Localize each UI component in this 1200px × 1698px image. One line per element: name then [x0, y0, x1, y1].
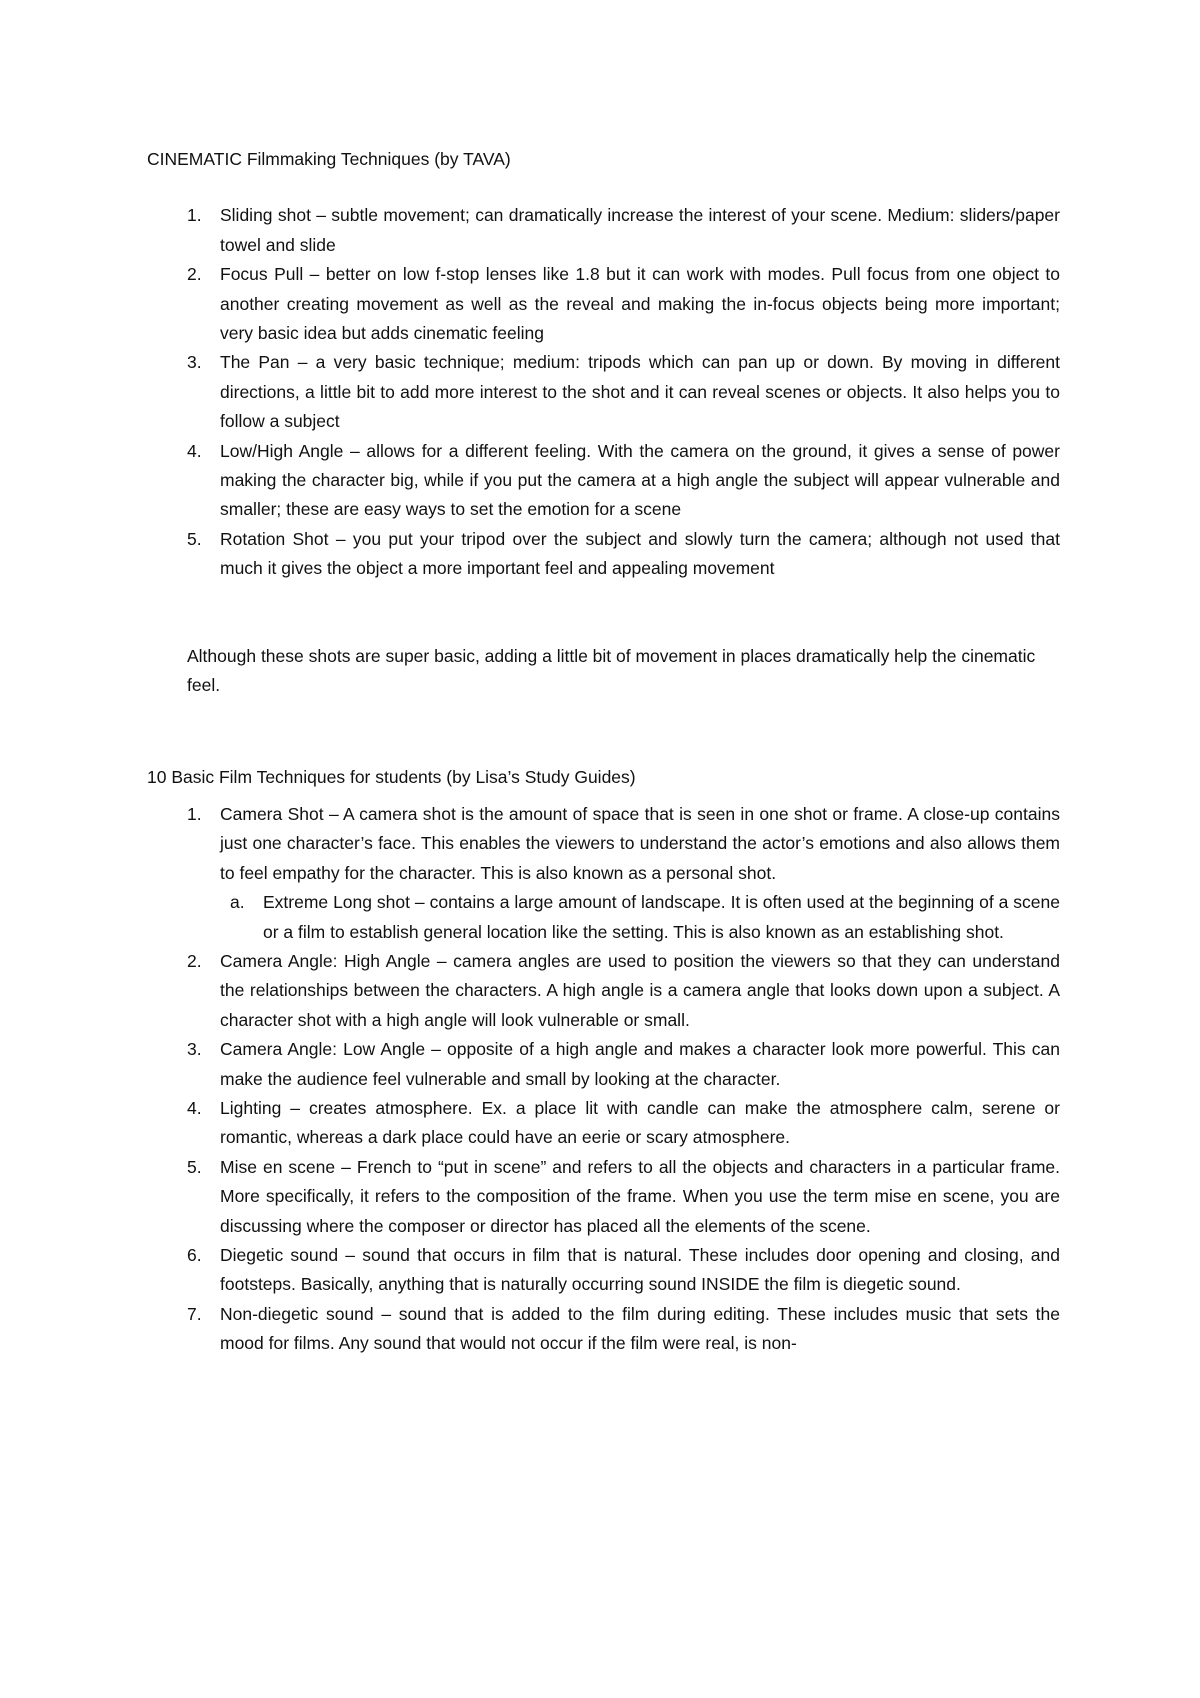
list-number: 5. [187, 528, 202, 549]
sub-list [220, 888, 1060, 947]
list-item [147, 1153, 1060, 1241]
list-item [147, 800, 1060, 947]
list-item [147, 947, 1060, 1035]
list-item [147, 1241, 1060, 1300]
document-body [147, 145, 1060, 1359]
section1-title: CINEMATIC Filmmaking Techniques (by TAVA) [147, 149, 511, 169]
list-item-text: Diegetic sound – sound that occurs in film that is natural. These includes door opening and closing, and footsteps. Basically, anything that is naturally occurring sound INSIDE the film is diegetic sound. [220, 1245, 1060, 1295]
sub-list-letter: a. [230, 892, 245, 913]
list-item-text: Lighting – creates atmosphere. Ex. a place lit with candle can make the atmosphere calm, serene or romantic, whereas a dark place could have an eerie or scary atmosphere. [220, 1097, 1060, 1148]
list-number: 5. [187, 1156, 202, 1177]
list-item-text: Camera Angle: High Angle – camera angles are used to position the viewers so that they can understand the relationships between the characters. A high angle is a camera angle that looks down upon a subject. A character shot with a high angle will look vulnerable or small. [220, 950, 1060, 1030]
list-item [147, 1035, 1060, 1094]
sub-list-item-text: Extreme Long shot – contains a large amount of landscape. It is often used at the beginning of a scene or a film to establish general location like the setting. This is also known as an establishing shot. [263, 892, 1060, 942]
list-item [147, 437, 1060, 525]
list-number: 4. [187, 1097, 202, 1118]
list-item-text: Sliding shot – subtle movement; can dramatically increase the interest of your scene. Medium: sliders/paper towel and slide [220, 205, 1060, 255]
section1-closing-paragraph: Although these shots are super basic, adding a little bit of movement in places dramatically help the cinematic feel. [187, 645, 1036, 696]
list-item-text: Non-diegetic sound – sound that is added to the film during editing. These includes music that sets the mood for films. Any sound that would not occur if the film were real, is non- [220, 1303, 1060, 1354]
list-number: 3. [187, 1039, 202, 1060]
section1-list [147, 201, 1060, 583]
list-number: 7. [187, 1303, 202, 1324]
spacer [147, 701, 1060, 763]
list-item [147, 1300, 1060, 1359]
list-number: 6. [187, 1245, 202, 1265]
list-item-text: Camera Shot – A camera shot is the amount of space that is seen in one shot or frame. A close-up contains just one character’s face. This enables the viewers to understand the actor’s emotions and also allows them to feel empathy for the character. This is also known as a personal shot. [220, 803, 1060, 883]
list-number: 3. [187, 352, 202, 373]
list-item [147, 1094, 1060, 1153]
list-item [147, 201, 1060, 260]
list-number: 1. [187, 205, 202, 226]
list-item [147, 260, 1060, 348]
spacer [147, 584, 1060, 642]
list-number: 1. [187, 803, 202, 824]
section2-title: 10 Basic Film Techniques for students (by Lisa’s Study Guides) [147, 766, 636, 787]
list-item-text: Rotation Shot – you put your tripod over the subject and slowly turn the camera; although not used that much it gives the object a more important feel and appealing movement [220, 528, 1060, 579]
list-item-text: The Pan – a very basic technique; medium: tripods which can pan up or down. By moving in different directions, a little bit to add more interest to the shot and it can reveal scenes or objects. It also helps you to follow a subject [220, 352, 1060, 432]
list-item-text: Mise en scene – French to “put in scene” and refers to all the objects and characters in a particular frame. More specifically, it refers to the composition of the frame. When you use the term mise en scene, you are discussing where the composer or director has placed all the elements of the scene. [220, 1156, 1060, 1236]
list-item-text: Low/High Angle – allows for a different feeling. With the camera on the ground, it gives a sense of power making the character big, while if you put the camera at a high angle the subject will appear vulnerable and smaller; these are easy ways to set the emotion for a scene [220, 440, 1060, 520]
list-item [147, 525, 1060, 584]
list-item-text: Camera Angle: Low Angle – opposite of a high angle and makes a character look more powerful. This can make the audience feel vulnerable and small by looking at the character. [220, 1039, 1060, 1089]
list-number: 4. [187, 440, 202, 461]
list-number: 2. [187, 950, 202, 971]
list-number: 2. [187, 264, 202, 285]
list-item [147, 348, 1060, 436]
list-item-text: Focus Pull – better on low f-stop lenses like 1.8 but it can work with modes. Pull focus from one object to another creating movement as well as the reveal and making the in-focus objects being more important; very basic idea but adds cinematic feeling [220, 264, 1060, 344]
sub-list-item [220, 888, 1060, 947]
section2-list [147, 800, 1060, 1359]
